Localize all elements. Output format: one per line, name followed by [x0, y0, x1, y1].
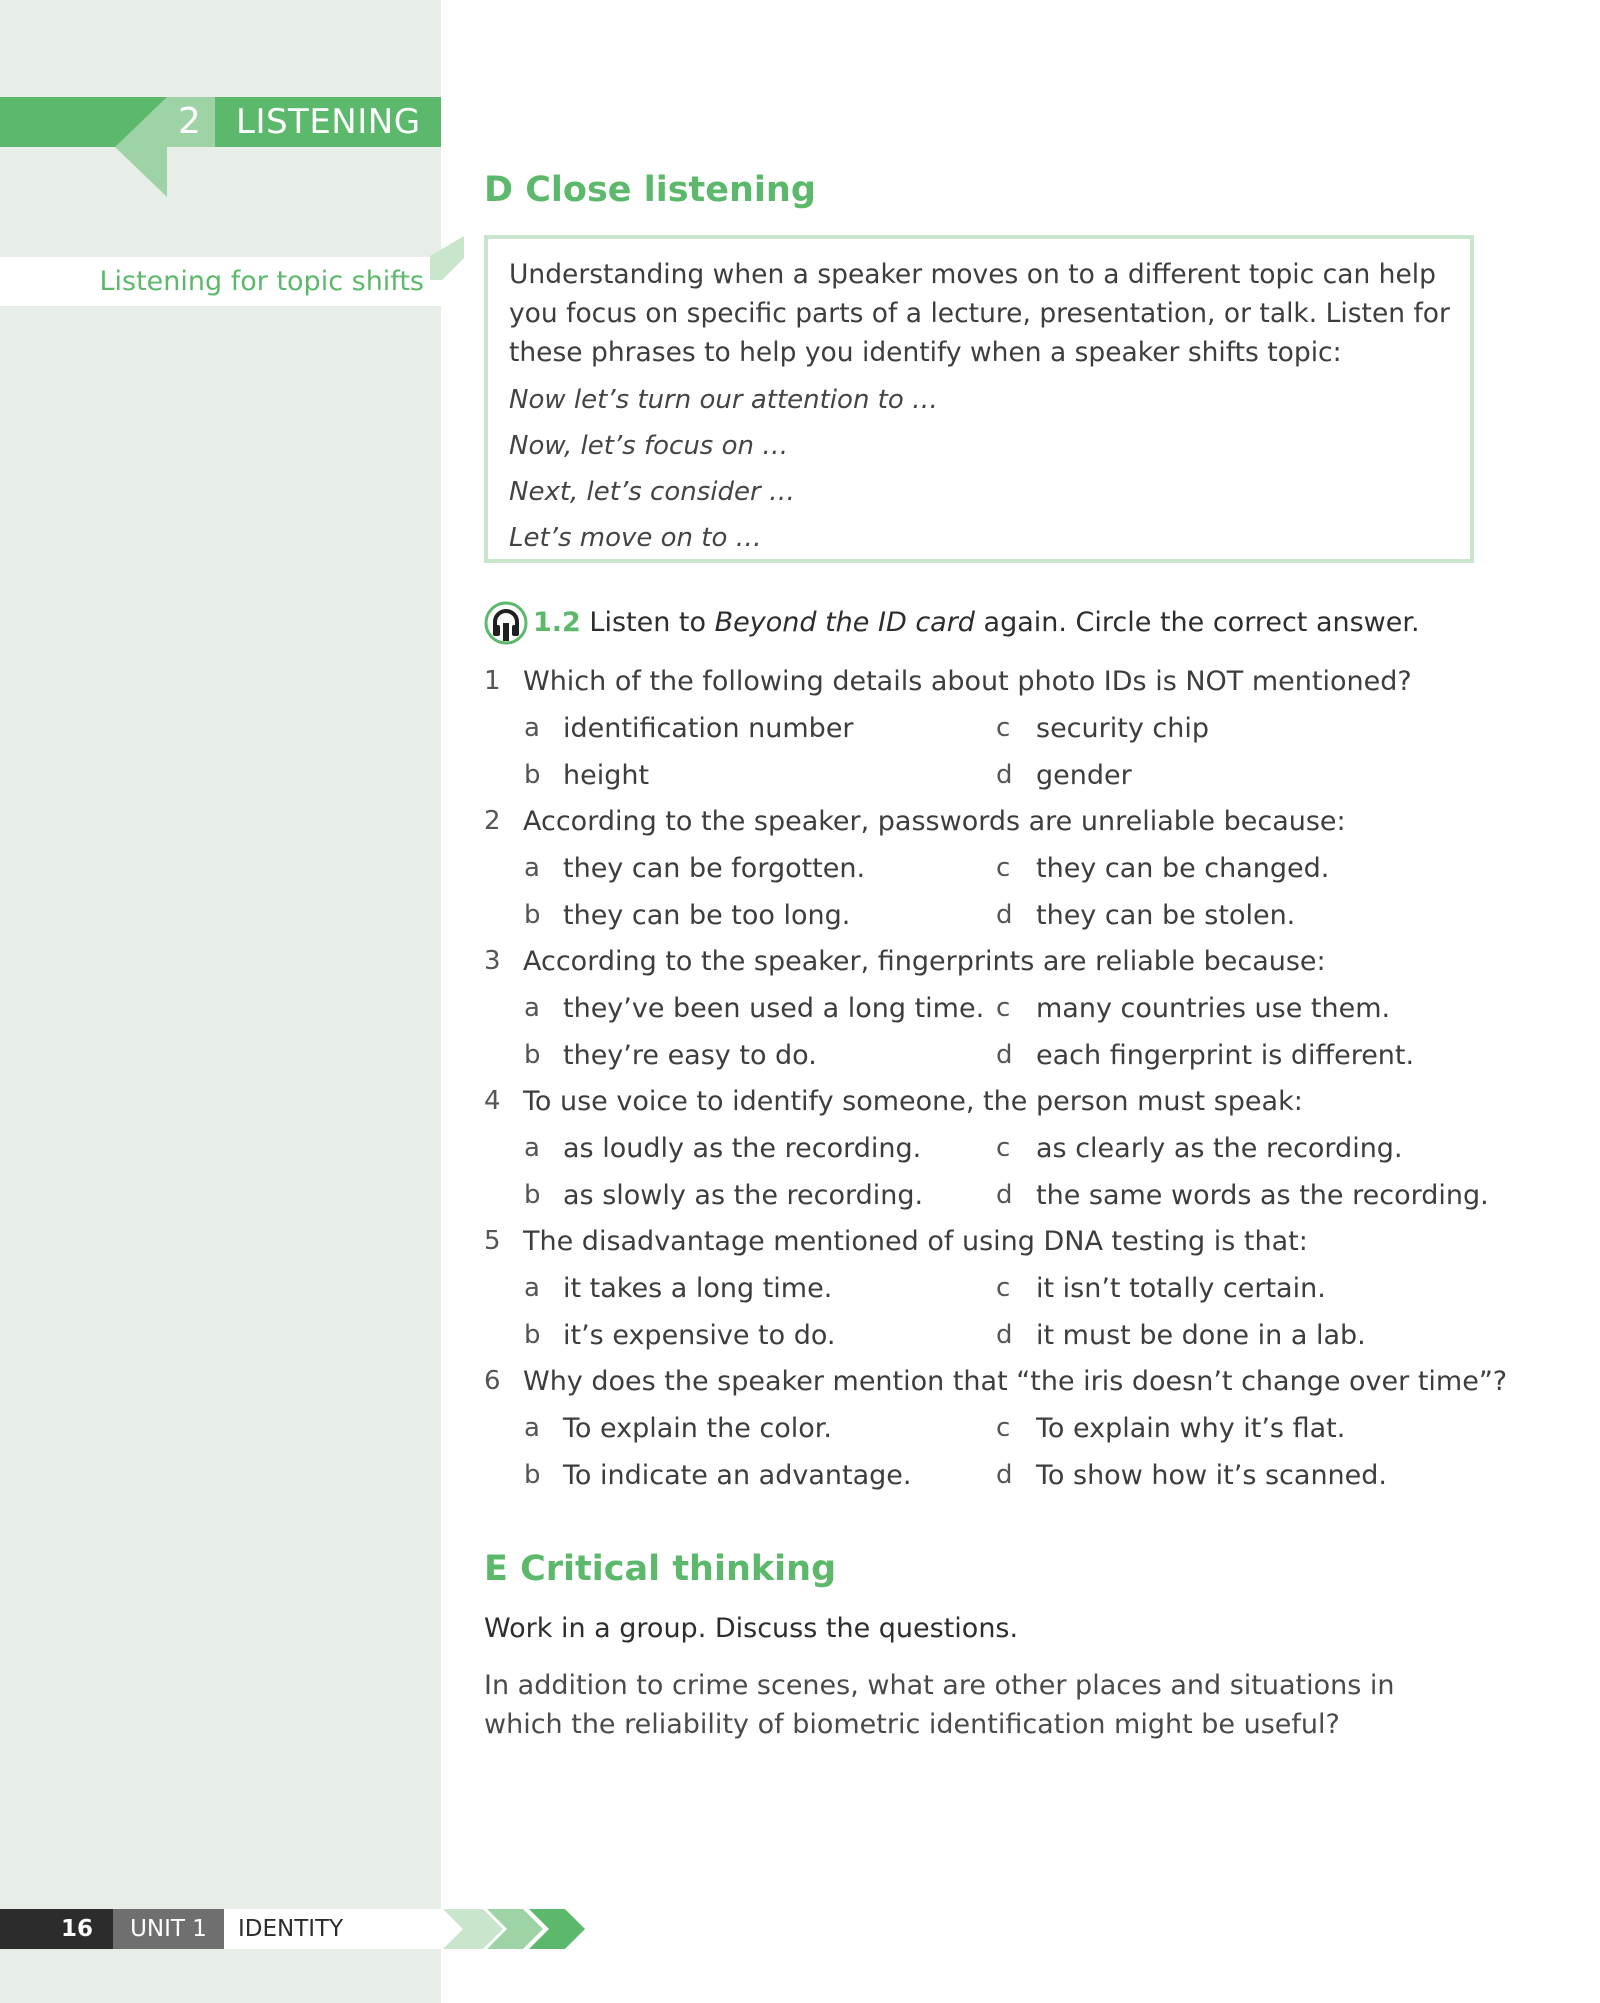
page-number: 16: [0, 1909, 113, 1949]
discussion-instruction: Work in a group. Discuss the questions.: [484, 1613, 1019, 1644]
question-number: 1: [484, 666, 501, 696]
question-number: 2: [484, 806, 501, 836]
question-text: According to the speaker, fingerprints are reliable because:: [523, 946, 1326, 977]
instruction-text: Listen to: [580, 607, 715, 638]
option-text[interactable]: To explain why it’s flat.: [1036, 1413, 1346, 1444]
option-text[interactable]: as loudly as the recording.: [563, 1133, 922, 1164]
option-text[interactable]: many countries use them.: [1036, 993, 1391, 1024]
option-letter[interactable]: d: [996, 1320, 1013, 1350]
option-letter[interactable]: d: [996, 1180, 1013, 1210]
option-text[interactable]: they can be too long.: [563, 900, 851, 931]
option-letter[interactable]: a: [524, 1413, 540, 1443]
footer-unit: UNIT 1: [113, 1909, 224, 1949]
option-letter[interactable]: a: [524, 1133, 540, 1163]
tip-phrase: Next, let’s consider …: [509, 477, 795, 507]
option-letter[interactable]: a: [524, 713, 540, 743]
option-letter[interactable]: c: [996, 713, 1011, 743]
tip-box: [484, 235, 1474, 563]
option-letter[interactable]: c: [996, 993, 1011, 1023]
section-title: LISTENING: [236, 102, 421, 142]
question-number: 3: [484, 946, 501, 976]
skill-tag-fold: [430, 236, 464, 280]
option-text[interactable]: the same words as the recording.: [1036, 1180, 1489, 1211]
option-letter[interactable]: a: [524, 993, 540, 1023]
option-text[interactable]: security chip: [1036, 713, 1209, 744]
option-text[interactable]: identification number: [563, 713, 854, 744]
option-text[interactable]: gender: [1036, 760, 1132, 791]
audio-title: Beyond the ID card: [714, 607, 975, 638]
listening-instruction: [533, 607, 1420, 638]
headphones-icon[interactable]: [484, 601, 528, 645]
question-text: The disadvantage mentioned of using DNA testing is that:: [523, 1226, 1308, 1257]
option-letter[interactable]: c: [996, 1133, 1011, 1163]
option-text[interactable]: they can be changed.: [1036, 853, 1330, 884]
option-letter[interactable]: d: [996, 900, 1013, 930]
option-text[interactable]: it isn’t totally certain.: [1036, 1273, 1326, 1304]
section-d-heading: D Close listening: [484, 170, 816, 210]
discussion-question: In addition to crime scenes, what are other places and situations in which the reliability of biometric identification might be useful?: [484, 1670, 1395, 1740]
tip-phrase: Now, let’s focus on …: [509, 431, 789, 461]
option-letter[interactable]: c: [996, 1273, 1011, 1303]
option-letter[interactable]: d: [996, 1460, 1013, 1490]
option-letter[interactable]: b: [524, 1320, 541, 1350]
tip-phrase: Let’s move on to …: [509, 523, 762, 553]
footer-chevrons: [443, 1909, 595, 1949]
question-text: Why does the speaker mention that “the iris doesn’t change over time”?: [523, 1366, 1508, 1397]
tip-intro-text: Understanding when a speaker moves on to a different topic can help you focus on specific parts of a lecture, presentation, or talk. Listen for these phrases to help you identify when a speaker shifts topic:: [509, 259, 1450, 368]
question-text: Which of the following details about photo IDs is NOT mentioned?: [523, 666, 1412, 697]
option-letter[interactable]: a: [524, 1273, 540, 1303]
question-number: 5: [484, 1226, 501, 1256]
option-text[interactable]: To show how it’s scanned.: [1036, 1460, 1387, 1491]
option-text[interactable]: To explain the color.: [563, 1413, 832, 1444]
option-text[interactable]: as slowly as the recording.: [563, 1180, 924, 1211]
section-e-heading: E Critical thinking: [484, 1549, 837, 1589]
section-number: 2: [178, 101, 201, 142]
question-text: To use voice to identify someone, the person must speak:: [523, 1086, 1303, 1117]
footer-unit-title: IDENTITY: [224, 1909, 444, 1949]
question-number: 6: [484, 1366, 501, 1396]
option-text[interactable]: they’re easy to do.: [563, 1040, 817, 1071]
skill-tag-label: Listening for topic shifts: [99, 266, 424, 297]
option-letter[interactable]: d: [996, 1040, 1013, 1070]
option-text[interactable]: they’ve been used a long time.: [563, 993, 985, 1024]
option-text[interactable]: they can be stolen.: [1036, 900, 1296, 931]
option-letter[interactable]: b: [524, 1460, 541, 1490]
option-text[interactable]: as clearly as the recording.: [1036, 1133, 1403, 1164]
question-text: According to the speaker, passwords are unreliable because:: [523, 806, 1346, 837]
track-number: 1.2: [533, 607, 581, 638]
option-letter[interactable]: b: [524, 1180, 541, 1210]
option-letter[interactable]: b: [524, 900, 541, 930]
option-letter[interactable]: b: [524, 1040, 541, 1070]
option-text[interactable]: it must be done in a lab.: [1036, 1320, 1366, 1351]
option-letter[interactable]: a: [524, 853, 540, 883]
option-letter[interactable]: d: [996, 760, 1013, 790]
option-text[interactable]: each fingerprint is different.: [1036, 1040, 1415, 1071]
option-letter[interactable]: c: [996, 1413, 1011, 1443]
option-text[interactable]: To indicate an advantage.: [563, 1460, 912, 1491]
tip-phrase: Now let’s turn our attention to …: [509, 385, 939, 415]
option-text[interactable]: height: [563, 760, 650, 791]
option-text[interactable]: it takes a long time.: [563, 1273, 833, 1304]
option-letter[interactable]: c: [996, 853, 1011, 883]
question-number: 4: [484, 1086, 501, 1116]
option-letter[interactable]: b: [524, 760, 541, 790]
instruction-text: again. Circle the correct answer.: [974, 607, 1420, 638]
option-text[interactable]: it’s expensive to do.: [563, 1320, 836, 1351]
option-text[interactable]: they can be forgotten.: [563, 853, 866, 884]
